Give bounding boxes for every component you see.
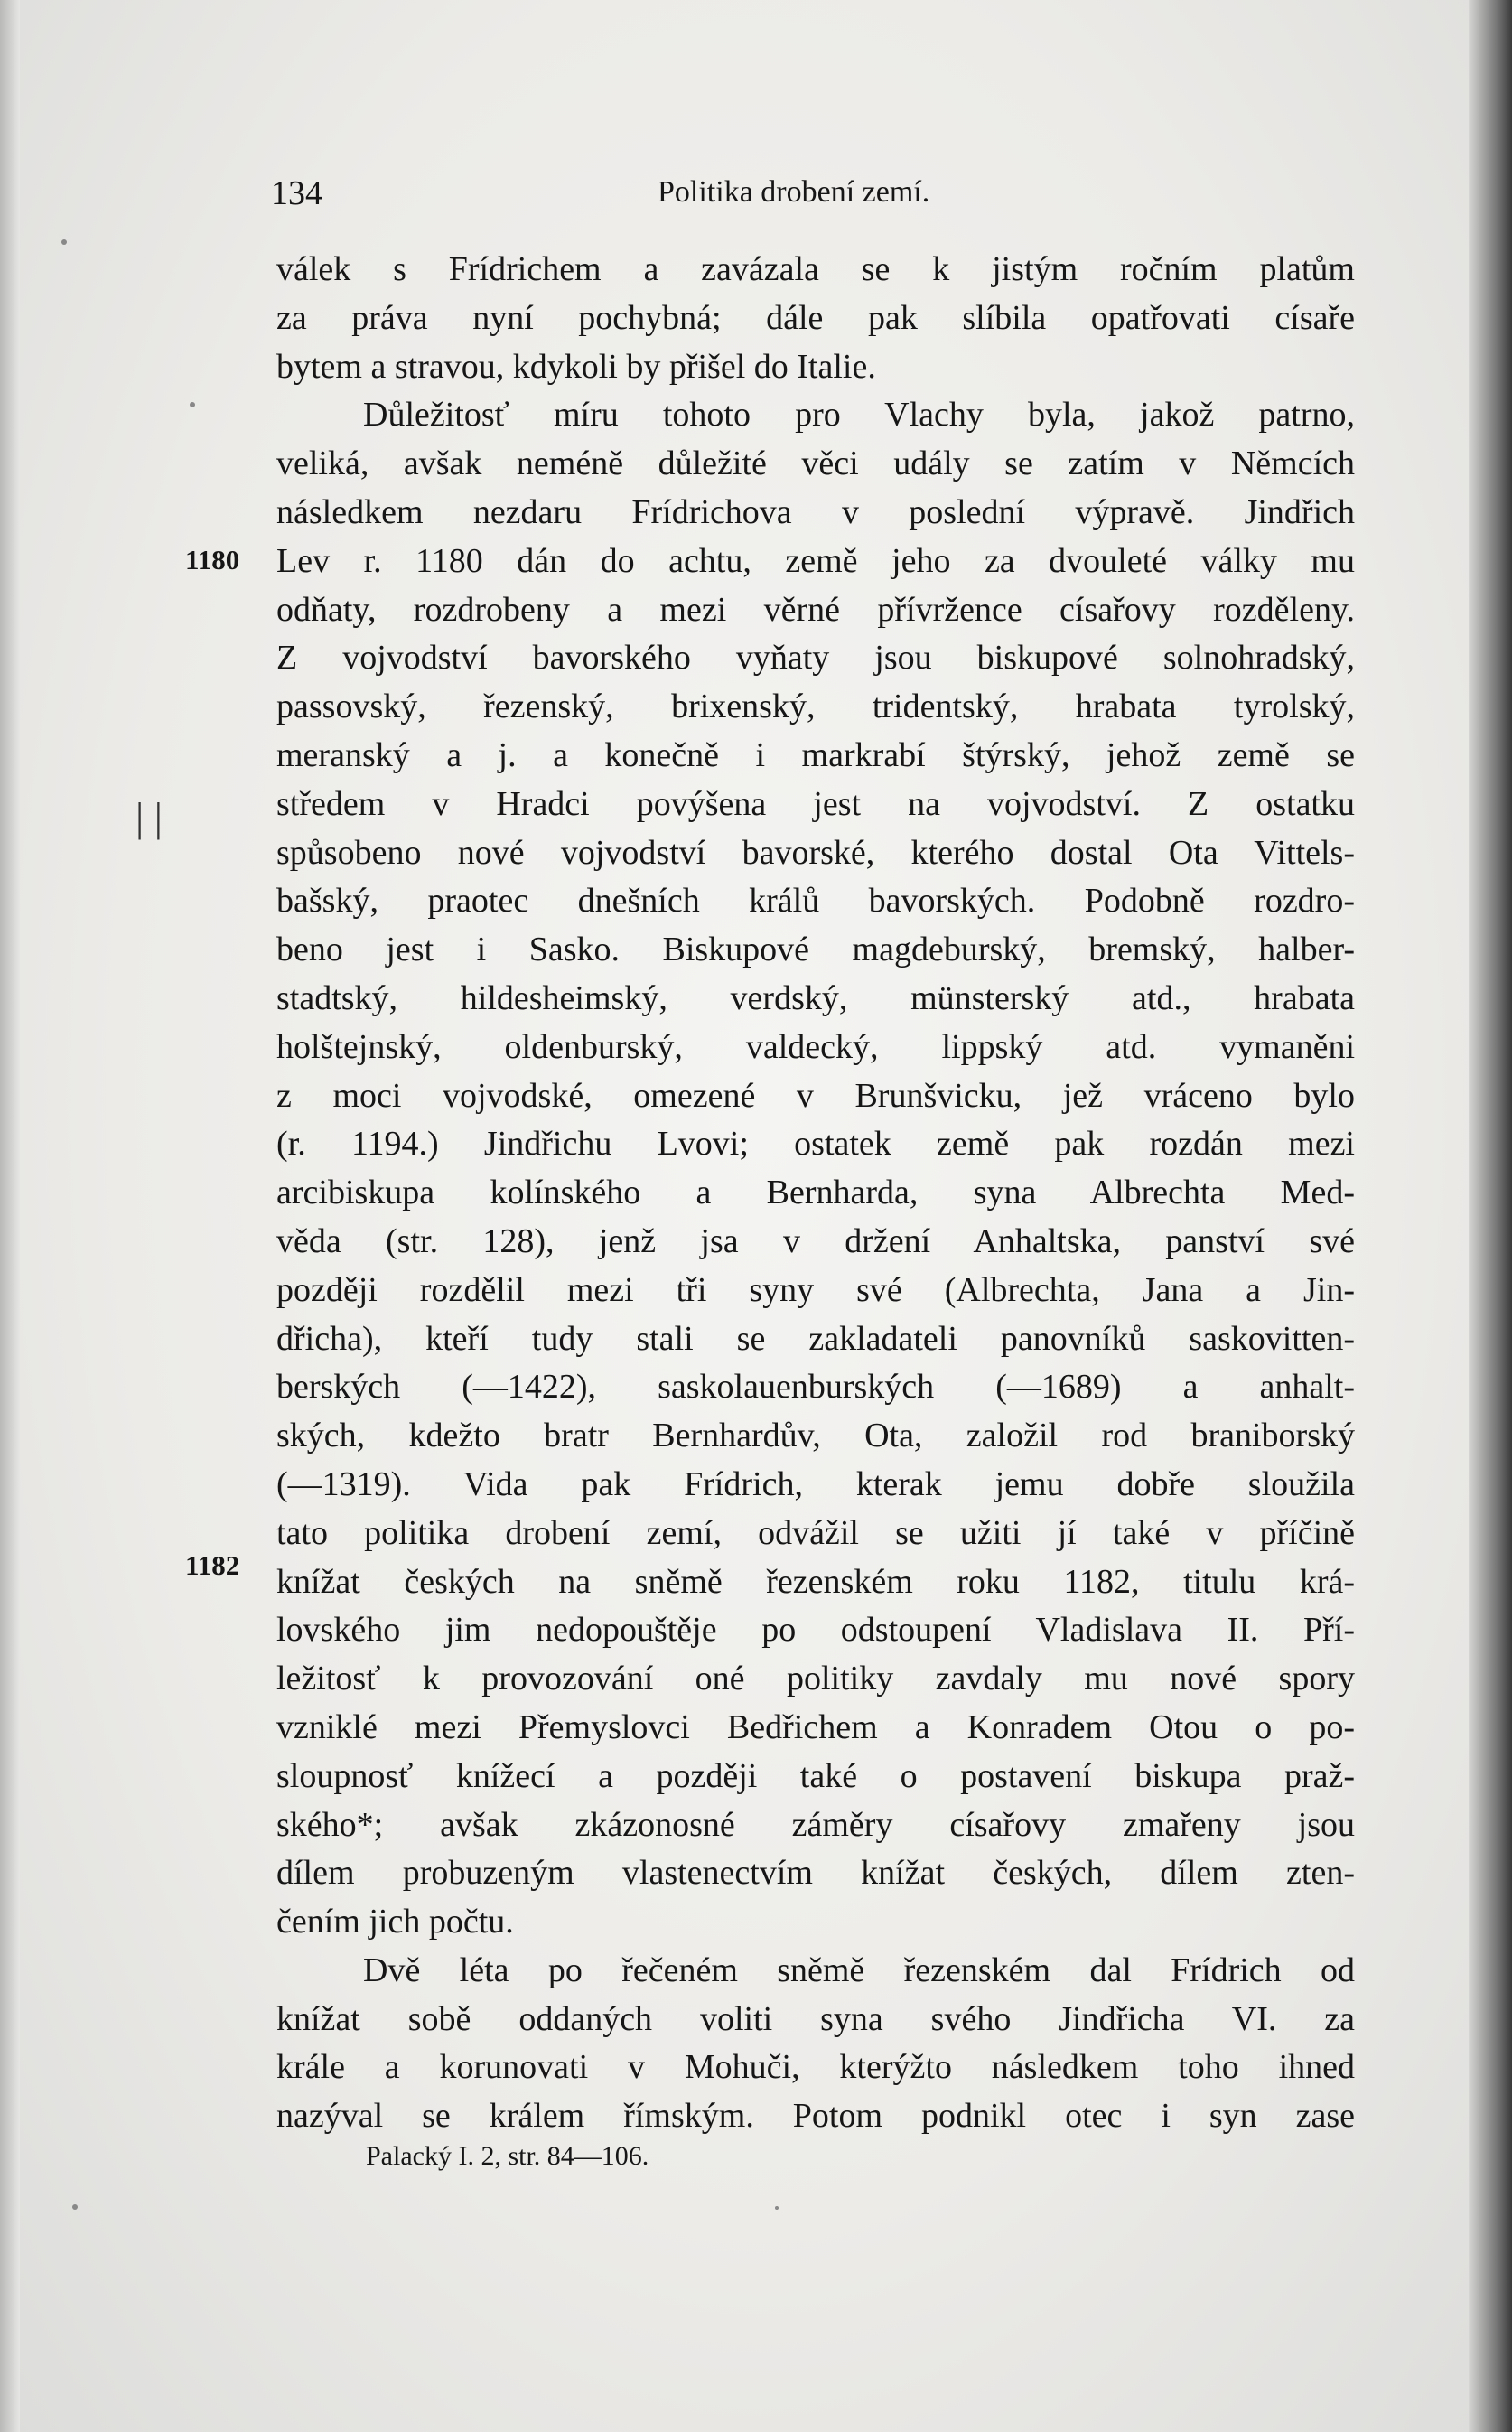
text-line: bytem a stravou, kdykoli by přišel do Italie. [276, 347, 876, 386]
text-line: (r. 1194.) Jindřichu Lvovi; ostatek země pak rozdán mezi [276, 1125, 1355, 1164]
text-line: knížat českých na sněmě řezenském roku 1182, titulu krá- [276, 1562, 1355, 1601]
page-binding-shadow [1469, 0, 1512, 2432]
text-line: ských, kdežto bratr Bernhardův, Ota, založil rod braniborský [276, 1417, 1355, 1455]
text-line: Důležitosť míru tohoto pro Vlachy byla, jakož patrno, [363, 396, 1355, 435]
text-line: nazýval se králem římským. Potom podnikl otec i syn zase [276, 2097, 1355, 2136]
text-line: knížat sobě oddaných voliti syna svého Jindřicha VI. za [276, 1999, 1355, 2038]
paper-speck [61, 239, 67, 245]
text-line: později rozdělil mezi tři syny své (Albrechta, Jana a Jin- [276, 1270, 1355, 1309]
text-line: ležitosť k provozování oné politiky zavdaly mu nové spory [276, 1660, 1355, 1698]
page-number: 134 [271, 174, 322, 212]
text-line: ského*; avšak zkázonosné záměry císařovy zmařeny jsou [276, 1805, 1355, 1844]
text-line: válek s Frídrichem a zavázala se k jistým ročním platům [276, 250, 1355, 288]
text-line: holštejnský, oldenburský, valdecký, lippský atd. vymaněni [276, 1027, 1355, 1066]
body-text [276, 246, 1355, 2141]
text-line: sloupnosť knížecí a později také o postavení biskupa praž- [276, 1756, 1355, 1795]
paper-speck [190, 402, 195, 407]
text-line: stadtský, hildesheimský, verdský, münsterský atd., hrabata [276, 978, 1355, 1017]
text-line: tato politika drobení zemí, odvážil se užiti jí také v příčině [276, 1513, 1355, 1552]
text-line: veliká, avšak neméně důležité věci udály se zatím v Němcích [276, 444, 1355, 483]
text-line: Dvě léta po řečeném sněmě řezenském dal Frídrich od [363, 1950, 1355, 1989]
margin-year-1180: 1180 [185, 544, 240, 575]
paper-speck [72, 2204, 78, 2210]
running-title: Politika drobení zemí. [658, 175, 930, 209]
text-line: odňaty, rozdrobeny a mezi věrné přívržence císařovy rozděleny. [276, 590, 1355, 629]
text-line: passovský, řezenský, brixenský, tridentský, hrabata tyrolský, [276, 688, 1355, 726]
text-line: z moci vojvodské, omezené v Brunšvicku, jež vráceno bylo [276, 1076, 1355, 1115]
text-line: bašský, praotec dnešních králů bavorských. Podobně rozdro- [276, 882, 1355, 921]
text-line: meranský a j. a konečně i markrabí štýrský, jehož země se [276, 735, 1355, 774]
text-line: následkem nezdaru Frídrichova v poslední výpravě. Jindřich [276, 492, 1355, 531]
text-line: dřicha), kteří tudy stali se zakladateli panovníků saskovitten- [276, 1319, 1355, 1358]
text-line: arcibiskupa kolínského a Bernharda, syna Albrechta Med- [276, 1174, 1355, 1212]
page-header [271, 173, 1355, 219]
margin-mark: | | [135, 794, 163, 840]
footnote: Palacký I. 2, str. 84—106. [366, 2141, 649, 2171]
text-line: za práva nyní pochybná; dále pak slíbila opatřovati císaře [276, 298, 1355, 337]
text-line: středem v Hradci povýšena jest na vojvodství. Z ostatku [276, 784, 1355, 823]
text-line: věda (str. 128), jenž jsa v držení Anhaltska, panství své [276, 1221, 1355, 1260]
text-line: Z vojvodství bavorského vyňaty jsou biskupové solnohradský, [276, 639, 1355, 678]
text-line: dílem probuzeným vlastenectvím knížat českých, dílem zten- [276, 1854, 1355, 1893]
text-line: spůsobeno nové vojvodství bavorské, kterého dostal Ota Vittels- [276, 833, 1355, 872]
text-line: vzniklé mezi Přemyslovci Bedřichem a Konradem Otou o po- [276, 1707, 1355, 1746]
text-line: krále a korunovati v Mohuči, kterýžto následkem toho ihned [276, 2048, 1355, 2087]
text-line: čením jich počtu. [276, 1903, 514, 1941]
text-line: Lev r. 1180 dán do achtu, země jeho za dvouleté války mu [276, 541, 1355, 580]
text-line: (—1319). Vida pak Frídrich, kterak jemu dobře sloužila [276, 1464, 1355, 1503]
text-line: berských (—1422), saskolauenburských (—1689) a anhalt- [276, 1368, 1355, 1407]
margin-year-1182: 1182 [185, 1549, 240, 1581]
text-line: lovského jim nedopouštěje po odstoupení Vladislava II. Pří- [276, 1611, 1355, 1650]
text-line: beno jest i Sasko. Biskupové magdeburský, bremský, halber- [276, 931, 1355, 969]
paper-speck [775, 2206, 779, 2210]
page-left-edge [0, 0, 20, 2432]
